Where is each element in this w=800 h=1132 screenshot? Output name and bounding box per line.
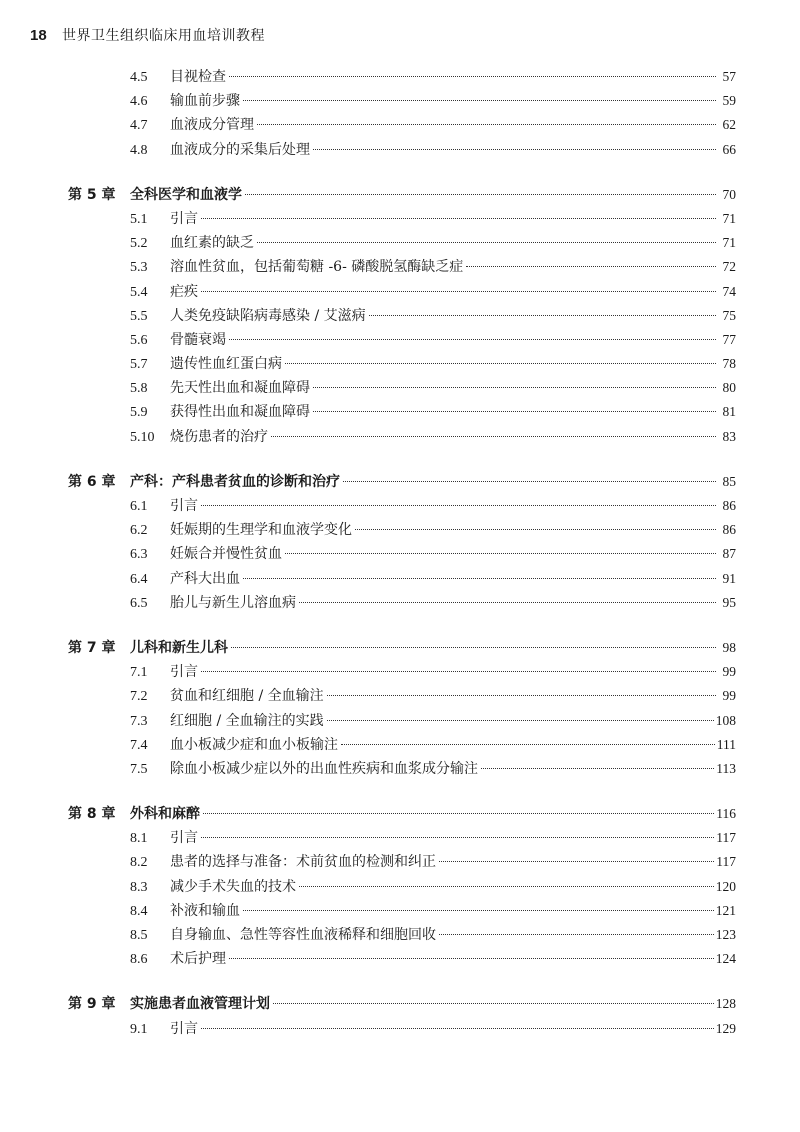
toc-section-entry[interactable]	[68, 900, 736, 924]
section-number: 6.2	[130, 523, 148, 539]
toc-section-entry[interactable]	[68, 924, 736, 948]
dot-leader	[231, 647, 716, 648]
dot-leader	[341, 744, 715, 745]
page-reference: 71	[722, 210, 736, 226]
section-title: 妊娠合并慢性贫血	[170, 546, 282, 563]
page-reference: 77	[722, 331, 736, 347]
page-reference: 57	[722, 69, 736, 84]
dot-leader	[313, 387, 716, 388]
page-reference: 91	[722, 570, 736, 586]
toc-section-entry[interactable]	[68, 876, 736, 900]
page-reference: 117	[716, 830, 736, 846]
toc-section-entry[interactable]	[68, 353, 736, 377]
dot-leader	[273, 1003, 714, 1004]
section-title: 自身输血、急性等容性血液稀释和细胞回收	[170, 927, 436, 943]
page-reference: 86	[722, 498, 736, 513]
section-title: 目视检查	[170, 69, 226, 85]
toc-group	[68, 471, 736, 616]
toc-section-entry[interactable]	[68, 305, 736, 329]
toc-section-entry[interactable]	[68, 710, 736, 734]
page-reference: 75	[722, 307, 736, 323]
section-title: 骨髓衰竭	[170, 331, 226, 348]
toc-group	[68, 184, 736, 450]
dot-leader	[271, 436, 716, 437]
section-number: 7.1	[130, 665, 148, 681]
dot-leader	[245, 194, 716, 195]
section-title: 患者的选择与准备：术前贫血的检测和纠正	[170, 854, 436, 871]
section-title: 溶血性贫血，包括葡萄糖 -6- 磷酸脱氢酶缺乏症	[170, 259, 464, 276]
section-number: 5.6	[130, 332, 148, 348]
page-number: 18	[30, 26, 47, 44]
toc-chapter-entry[interactable]	[68, 184, 736, 208]
section-number: 5.8	[130, 381, 148, 397]
dot-leader	[313, 411, 716, 412]
dot-leader	[201, 505, 716, 506]
section-title: 引言	[170, 498, 198, 514]
toc-section-entry[interactable]	[68, 256, 736, 280]
section-number: 6.4	[130, 571, 148, 587]
dot-leader	[257, 242, 716, 243]
page-reference: 99	[722, 688, 736, 704]
page-reference: 99	[722, 664, 736, 680]
toc-section-entry[interactable]	[68, 232, 736, 256]
dot-leader	[355, 529, 716, 530]
section-number: 4.8	[130, 142, 148, 158]
dot-leader	[327, 720, 714, 721]
dot-leader	[257, 124, 716, 125]
page-reference: 70	[722, 186, 736, 202]
page-reference: 117	[716, 854, 736, 870]
section-number: 5.3	[130, 260, 148, 276]
dot-leader	[201, 291, 716, 292]
page-reference: 74	[722, 283, 736, 299]
section-title: 胎儿与新生儿溶血病	[170, 594, 296, 611]
page-reference: 81	[722, 404, 736, 420]
toc-section-entry[interactable]	[68, 66, 736, 90]
section-number: 8.5	[130, 928, 148, 943]
toc-section-entry[interactable]	[68, 426, 736, 450]
toc-section-entry[interactable]	[68, 661, 736, 685]
section-title: 血液成分管理	[170, 117, 254, 134]
page-reference: 80	[722, 380, 736, 396]
section-title: 血小板减少症和血小板输注	[170, 736, 338, 753]
toc-section-entry[interactable]	[68, 90, 736, 114]
dot-leader	[439, 861, 714, 862]
dot-leader	[343, 481, 716, 482]
section-title: 产科大出血	[170, 570, 240, 587]
section-number: 8.6	[130, 952, 148, 968]
page-reference: 116	[716, 806, 736, 822]
chapter-number: 第 7 章	[68, 639, 116, 656]
section-number: 9.1	[130, 1021, 148, 1037]
dot-leader	[285, 363, 716, 364]
page-reference: 66	[722, 141, 736, 157]
section-number: 5.10	[130, 429, 155, 445]
section-number: 5.1	[130, 211, 148, 227]
page-reference: 111	[716, 736, 736, 752]
page-reference: 121	[715, 902, 736, 918]
toc-section-entry[interactable]	[68, 114, 736, 138]
section-title: 人类免疫缺陷病毒感染 / 艾滋病	[170, 307, 366, 324]
dot-leader	[201, 218, 716, 219]
page-reference: 87	[722, 546, 736, 562]
toc-section-entry[interactable]	[68, 139, 736, 163]
toc-section-entry[interactable]	[68, 685, 736, 709]
dot-leader	[313, 149, 716, 150]
toc-section-entry[interactable]	[68, 851, 736, 875]
toc-section-entry[interactable]	[68, 543, 736, 567]
section-title: 贫血和红细胞 / 全血输注	[170, 688, 324, 705]
dot-leader	[243, 910, 714, 911]
section-number: 7.5	[130, 761, 148, 777]
section-title: 烧伤患者的治疗	[170, 428, 268, 445]
toc-chapter-entry[interactable]	[68, 637, 736, 661]
toc-group	[68, 637, 736, 782]
chapter-title: 全科医学和血液学	[130, 186, 242, 203]
dot-leader	[369, 315, 716, 316]
page-reference: 85	[722, 473, 736, 489]
section-number: 4.7	[130, 118, 148, 134]
section-title: 除血小板减少症以外的出血性疾病和血浆成分输注	[170, 760, 478, 777]
dot-leader	[229, 76, 716, 77]
section-title: 先天性出血和凝血障碍	[170, 380, 310, 397]
page-reference: 124	[715, 951, 736, 967]
toc-section-entry[interactable]	[68, 592, 736, 616]
section-number: 5.2	[130, 236, 148, 252]
section-number: 7.3	[130, 713, 148, 729]
section-title: 引言	[170, 210, 198, 227]
page-reference: 120	[715, 878, 736, 894]
dot-leader	[229, 958, 714, 959]
toc-section-entry[interactable]	[68, 281, 736, 305]
toc-section-entry[interactable]	[68, 1018, 736, 1042]
chapter-number: 第 5 章	[68, 186, 116, 203]
page-reference: 62	[722, 117, 736, 133]
chapter-title: 实施患者血液管理计划	[130, 996, 270, 1013]
toc-section-entry[interactable]	[68, 519, 736, 543]
chapter-number: 第 6 章	[68, 473, 116, 490]
page-reference: 129	[715, 1020, 736, 1036]
running-header	[30, 22, 770, 48]
section-title: 引言	[170, 830, 198, 847]
section-number: 5.7	[130, 357, 148, 373]
page-reference: 83	[722, 428, 736, 444]
section-number: 8.1	[130, 831, 148, 847]
dot-leader	[229, 339, 716, 340]
section-title: 引言	[170, 1020, 198, 1037]
page-reference: 108	[715, 712, 736, 728]
page-reference: 123	[715, 927, 736, 942]
chapter-title: 儿科和新生儿科	[130, 639, 228, 656]
section-number: 7.2	[130, 689, 148, 705]
section-number: 6.1	[130, 499, 148, 514]
dot-leader	[466, 266, 716, 267]
section-number: 7.4	[130, 737, 148, 753]
section-number: 4.6	[130, 94, 148, 110]
dot-leader	[243, 578, 716, 579]
dot-leader	[201, 671, 716, 672]
dot-leader	[203, 813, 714, 814]
dot-leader	[481, 768, 714, 769]
page-reference: 86	[722, 522, 736, 538]
dot-leader	[327, 695, 716, 696]
toc-group	[68, 66, 736, 163]
chapter-number: 第 9 章	[68, 996, 116, 1013]
section-number: 6.3	[130, 547, 148, 563]
chapter-title: 外科和麻醉	[130, 806, 200, 823]
dot-leader	[201, 837, 714, 838]
dot-leader	[285, 553, 716, 554]
section-title: 输血前步骤	[170, 93, 240, 110]
running-title: 世界卫生组织临床用血培训教程	[62, 28, 265, 44]
section-title: 获得性出血和凝血障碍	[170, 404, 310, 421]
toc-section-entry[interactable]	[68, 948, 736, 972]
dot-leader	[243, 100, 716, 101]
section-number: 5.4	[130, 284, 148, 300]
toc-section-entry[interactable]	[68, 734, 736, 758]
dot-leader	[299, 602, 716, 603]
section-number: 4.5	[130, 70, 148, 85]
section-title: 术后护理	[170, 951, 226, 968]
toc-section-entry[interactable]	[68, 568, 736, 592]
toc-chapter-entry[interactable]	[68, 993, 736, 1017]
toc-section-entry[interactable]	[68, 495, 736, 519]
page-reference: 71	[722, 235, 736, 251]
page-reference: 113	[716, 760, 736, 776]
dot-leader	[439, 934, 714, 935]
toc-section-entry[interactable]	[68, 208, 736, 232]
toc-section-entry[interactable]	[68, 377, 736, 401]
dot-leader	[299, 886, 714, 887]
toc-section-entry[interactable]	[68, 401, 736, 425]
page-reference: 95	[722, 594, 736, 610]
page-reference: 98	[722, 639, 736, 655]
section-title: 疟疾	[170, 283, 198, 300]
section-number: 5.5	[130, 308, 148, 324]
section-number: 8.3	[130, 879, 148, 895]
toc-section-entry[interactable]	[68, 329, 736, 353]
chapter-title: 产科：产科患者贫血的诊断和治疗	[130, 473, 340, 490]
page-reference: 78	[722, 356, 736, 372]
section-title: 遗传性血红蛋白病	[170, 356, 282, 373]
table-of-contents	[68, 66, 736, 1063]
toc-section-entry[interactable]	[68, 827, 736, 851]
chapter-number: 第 8 章	[68, 806, 116, 823]
section-title: 引言	[170, 664, 198, 681]
toc-chapter-entry[interactable]	[68, 803, 736, 827]
section-title: 减少手术失血的技术	[170, 878, 296, 895]
section-number: 8.2	[130, 855, 148, 871]
section-number: 5.9	[130, 405, 148, 421]
section-number: 6.5	[130, 595, 148, 611]
section-title: 血红素的缺乏	[170, 235, 254, 252]
toc-section-entry[interactable]	[68, 758, 736, 782]
toc-group	[68, 803, 736, 972]
section-number: 8.4	[130, 903, 148, 919]
page-reference: 59	[722, 93, 736, 109]
section-title: 补液和输血	[170, 902, 240, 919]
section-title: 红细胞 / 全血输注的实践	[170, 712, 324, 729]
page-reference: 72	[722, 259, 736, 275]
toc-group	[68, 993, 736, 1041]
section-title: 血液成分的采集后处理	[170, 141, 310, 158]
toc-chapter-entry[interactable]	[68, 471, 736, 495]
dot-leader	[201, 1028, 714, 1029]
section-title: 妊娠期的生理学和血液学变化	[170, 522, 352, 539]
page-reference: 128	[715, 996, 736, 1012]
